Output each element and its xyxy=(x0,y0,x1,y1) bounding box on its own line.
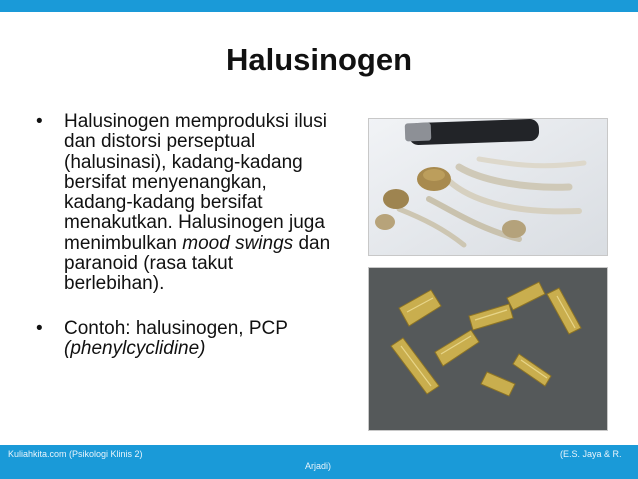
bullet-emphasis: (phenylcyclidine) xyxy=(64,337,206,359)
slide-title: Halusinogen xyxy=(225,42,412,77)
foil-wrappers-photo xyxy=(368,267,608,431)
footer-credit-line1: (E.S. Jaya & R. xyxy=(560,449,622,459)
mushroom-illustration xyxy=(369,119,607,255)
top-accent-bar xyxy=(0,0,638,12)
bullet-text xyxy=(64,319,336,360)
bullet-item xyxy=(36,112,336,295)
bullet-dot-icon: • xyxy=(36,317,43,339)
bullet-dot-icon: • xyxy=(36,111,43,132)
bullet-item xyxy=(36,319,336,360)
footer-credit-line2: Arjadi) xyxy=(305,461,332,471)
bullet-text-part: Halusinogen memproduksi ilusi dan distorsi perseptual (halusinasi), kadang-kadang bersifat menyenangkan, kadang-kadang bersifat menakutkan. Halusinogen juga menimbulkan xyxy=(64,111,327,254)
bullet-list xyxy=(36,112,336,383)
foil-wrappers-illustration xyxy=(369,268,607,430)
mushroom-photo xyxy=(368,118,608,256)
bullet-emphasis: mood swings xyxy=(182,232,294,254)
bullet-text-part: Contoh: halusinogen, PCP xyxy=(64,317,288,339)
bullet-text-part: dan paranoid (rasa takut berlebihan). xyxy=(64,232,331,295)
footer-source: Kuliahkita.com (Psikologi Klinis 2) xyxy=(8,449,143,459)
bullet-text xyxy=(64,112,336,295)
